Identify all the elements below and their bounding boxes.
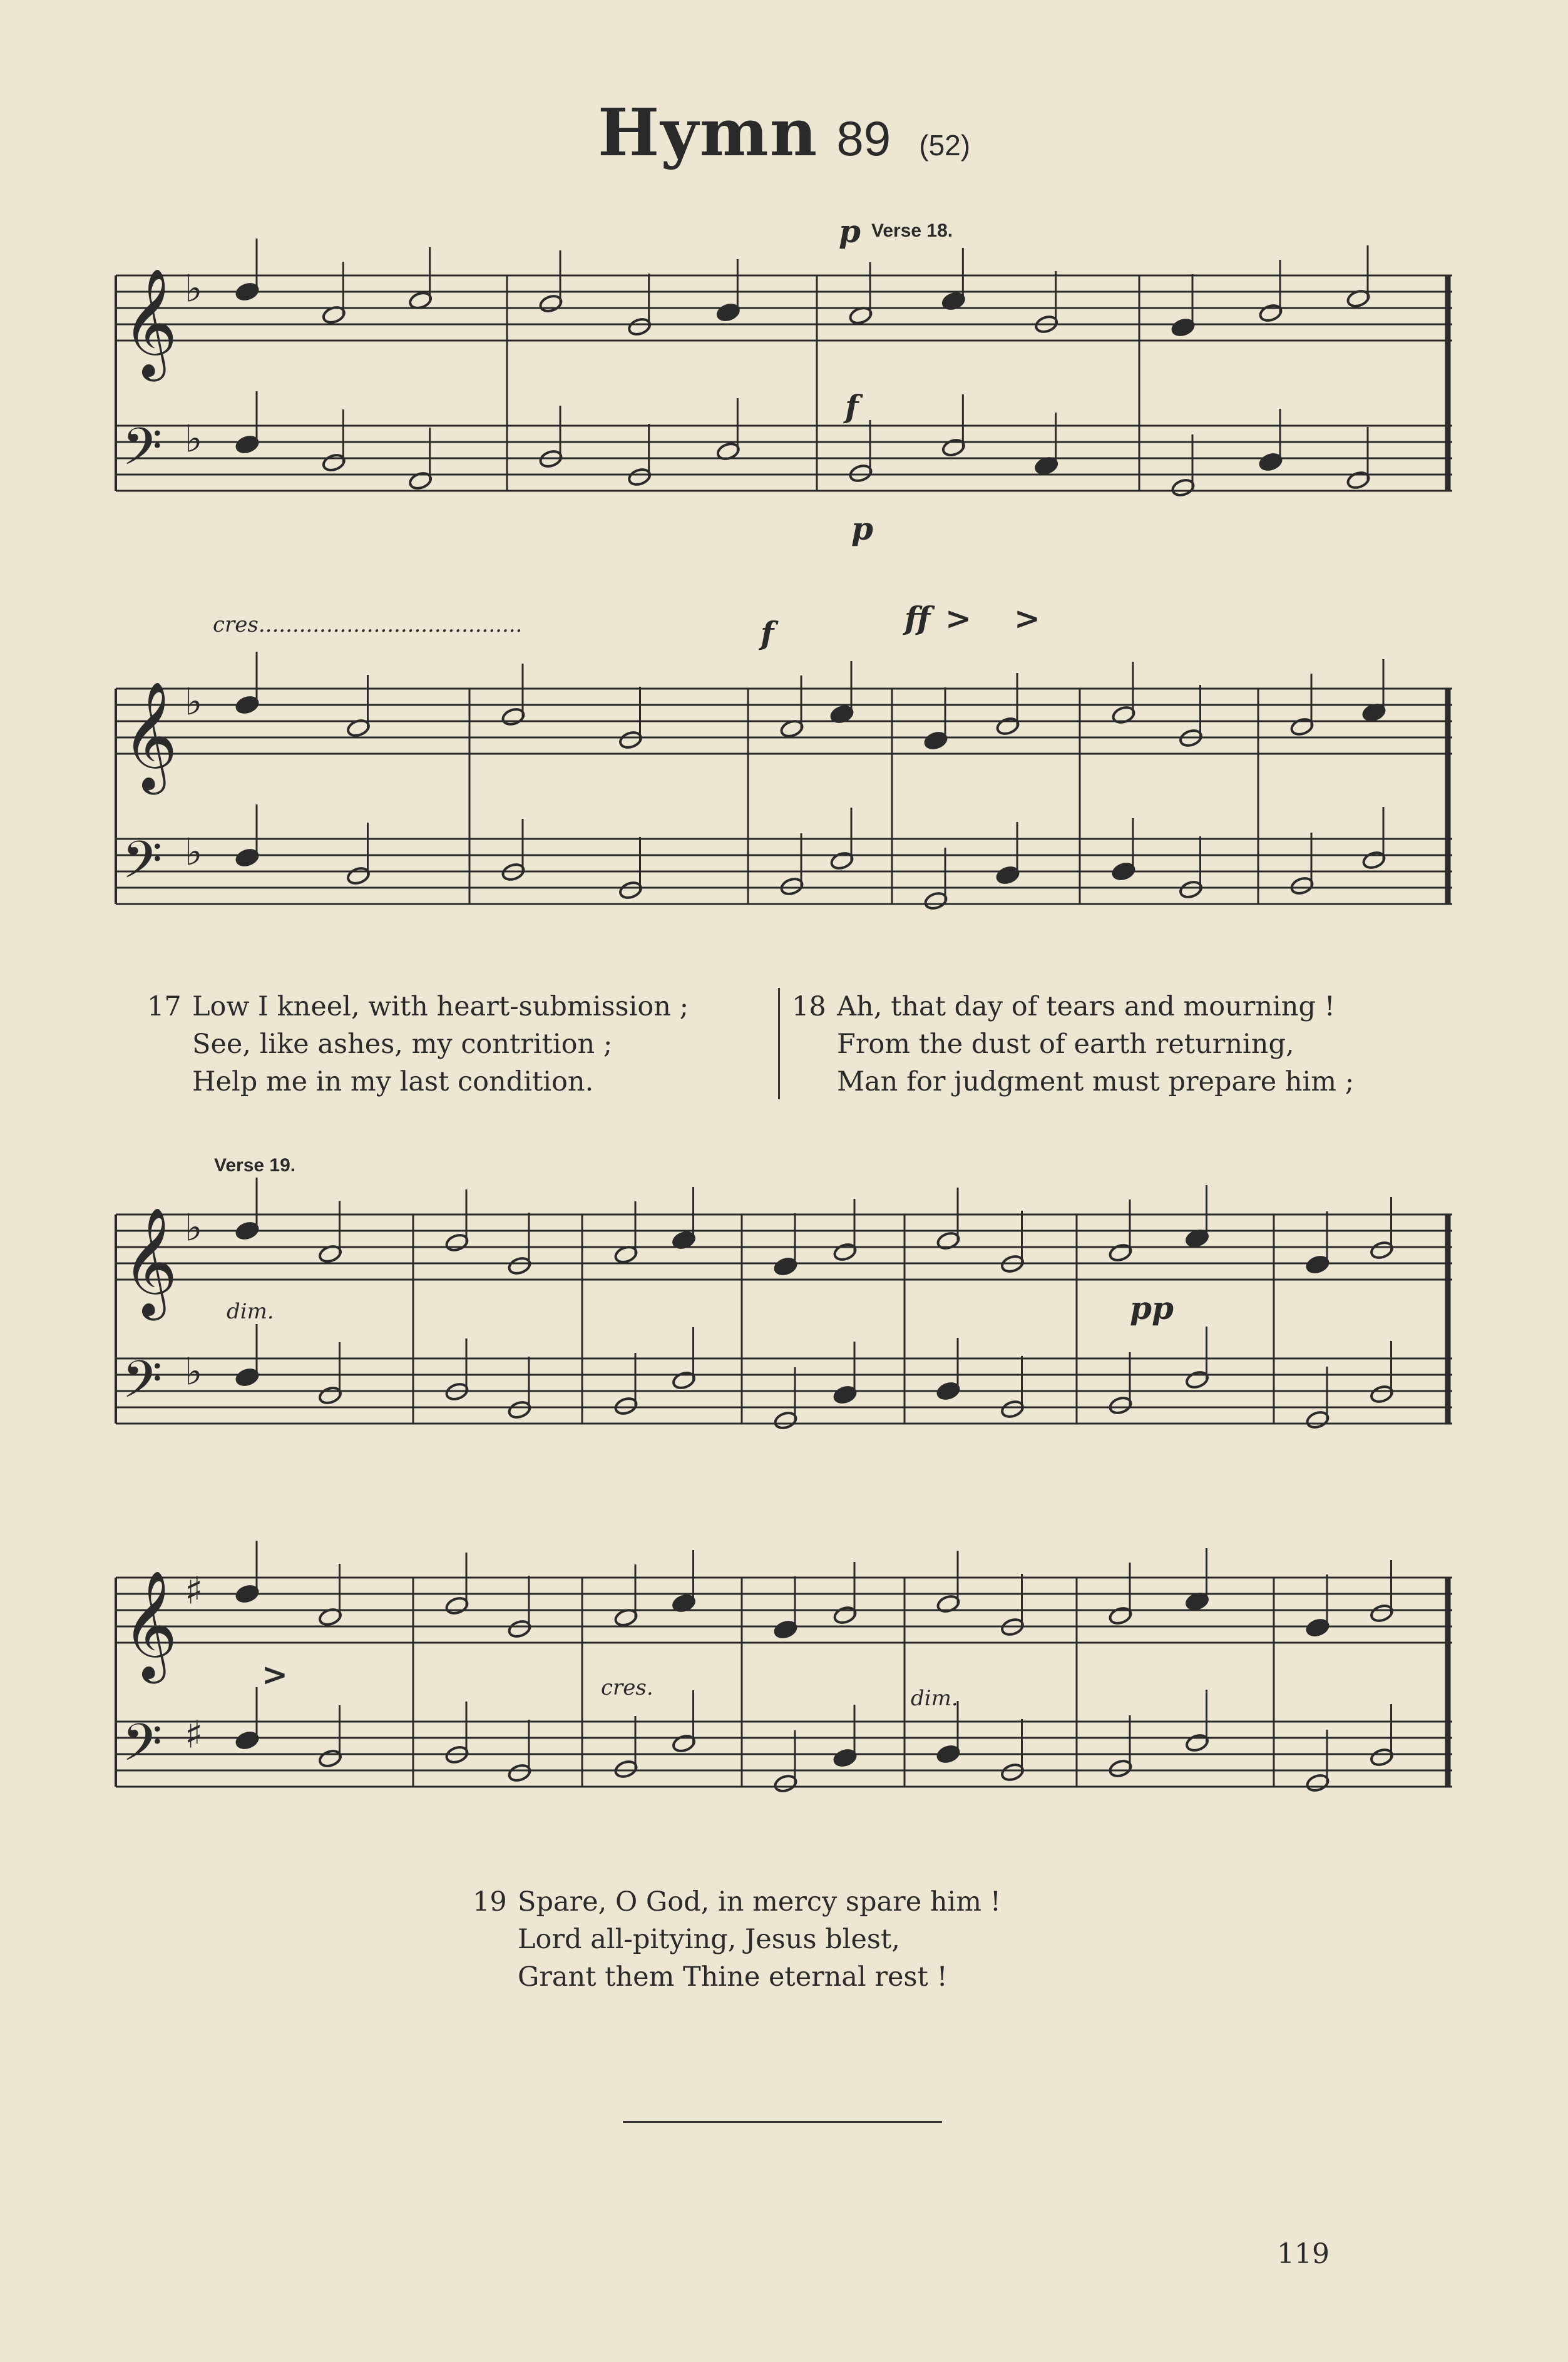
- accent-mark: >: [1014, 600, 1040, 637]
- music-system-1: [116, 219, 1452, 570]
- score-system-3: [116, 1171, 1452, 1496]
- treble-clef-icon: 𝄞: [122, 681, 178, 790]
- music-system-2: [116, 632, 1452, 983]
- verse-label: Verse 18.: [871, 220, 953, 241]
- verse-line: Grant them Thine eternal rest !: [518, 1961, 948, 1993]
- column-divider: [778, 988, 780, 1099]
- bass-clef-icon: 𝄢: [122, 829, 163, 903]
- treble-clef-icon: 𝄞: [122, 1570, 178, 1679]
- verse-line: Help me in my last condition.: [192, 1066, 594, 1097]
- verse-line: Ah, that day of tears and mourning !: [837, 991, 1335, 1022]
- cres-marking: cres.: [601, 1675, 653, 1700]
- verse-number: 18: [792, 991, 826, 1022]
- score-system-2: [116, 632, 1452, 983]
- verse-17: [147, 988, 689, 1101]
- hymn-title-word: Hymn: [597, 94, 819, 171]
- verse-number: 19: [473, 1886, 507, 1918]
- treble-clef-icon: 𝄞: [122, 268, 178, 377]
- music-system-4: [116, 1534, 1452, 1859]
- verse-line: Lord all-pitying, Jesus blest,: [518, 1924, 900, 1955]
- key-signature-icon: ♭: [185, 417, 203, 461]
- verse-line: See, like ashes, my contrition ;: [192, 1029, 613, 1060]
- accent-mark: >: [945, 600, 971, 637]
- dynamic-mark: p: [851, 510, 873, 547]
- verse-number: 17: [147, 991, 182, 1022]
- hymn-number: 89: [836, 111, 891, 166]
- key-signature-icon: ♯: [185, 1713, 203, 1757]
- key-signature-icon: ♭: [185, 680, 203, 724]
- bass-clef-icon: 𝄢: [122, 416, 163, 490]
- verse-line: From the dust of earth returning,: [837, 1029, 1294, 1060]
- end-rule: [623, 2121, 942, 2123]
- verse-18: [792, 988, 1354, 1101]
- key-signature-icon: ♭: [185, 267, 203, 311]
- key-signature-icon: ♭: [185, 1350, 203, 1394]
- verse-line: Spare, O God, in mercy spare him !: [518, 1886, 1001, 1918]
- dynamic-mark: ff: [904, 600, 931, 637]
- dim-marking: dim.: [911, 1686, 958, 1711]
- dynamic-mark: p: [839, 213, 861, 250]
- key-signature-icon: ♭: [185, 830, 203, 875]
- treble-clef-icon: 𝄞: [122, 1207, 178, 1316]
- dynamic-mark: f: [845, 388, 859, 425]
- music-system-3: [116, 1171, 1452, 1496]
- tune-reference: (52): [919, 129, 971, 162]
- bass-clef-icon: 𝄢: [122, 1712, 163, 1785]
- key-signature-icon: ♭: [185, 1206, 203, 1250]
- hymn-title: [0, 94, 1568, 171]
- verse-line: Man for judgment must prepare him ;: [837, 1066, 1355, 1097]
- page-number: 119: [1277, 2238, 1330, 2270]
- key-signature-icon: ♯: [185, 1569, 203, 1613]
- cres-marking: cres.......................................: [213, 612, 523, 637]
- score-system-1: [116, 219, 1452, 570]
- score-system-4: [116, 1534, 1452, 1859]
- dynamic-mark: f: [761, 615, 774, 652]
- verse-line: Low I kneel, with heart-submission ;: [192, 991, 689, 1022]
- dynamic-mark: pp: [1130, 1290, 1174, 1327]
- verse-19: [473, 1883, 1001, 1996]
- verse-label: Verse 19.: [214, 1155, 296, 1176]
- bass-clef-icon: 𝄢: [122, 1349, 163, 1422]
- accent-mark: >: [262, 1656, 288, 1693]
- dim-marking: dim.: [227, 1299, 274, 1324]
